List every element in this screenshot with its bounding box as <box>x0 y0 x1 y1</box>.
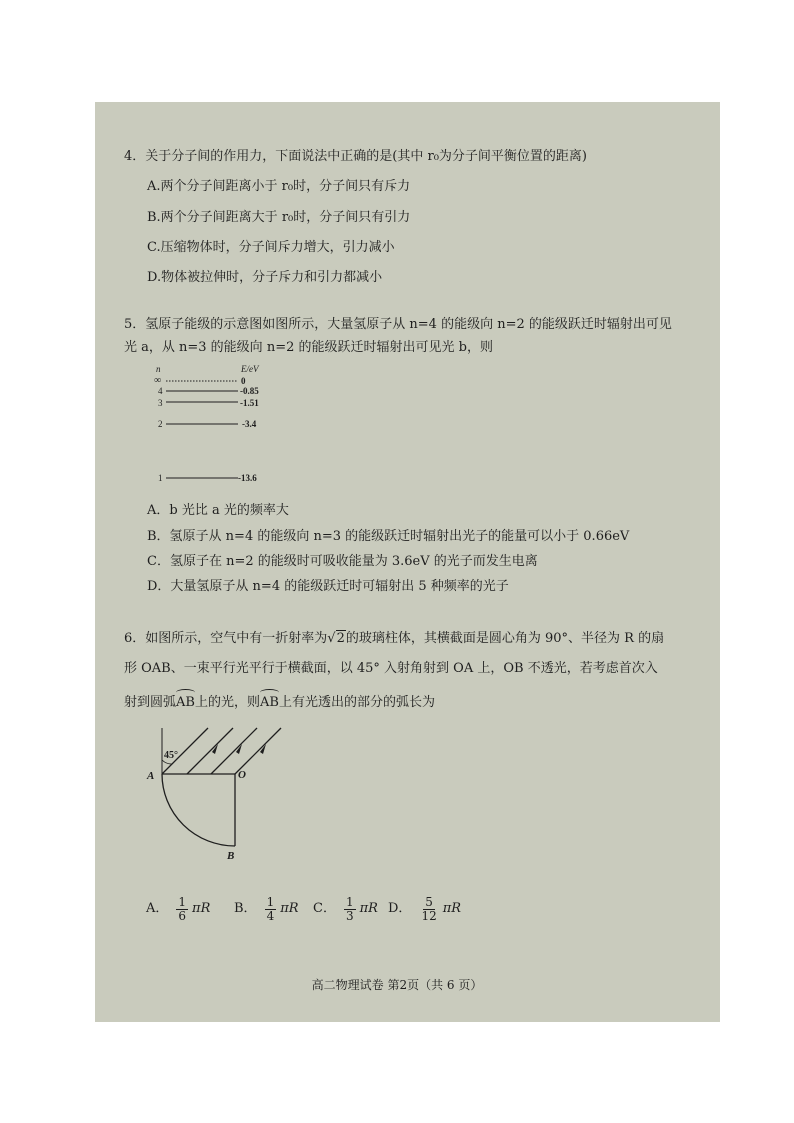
incident-ray <box>211 728 257 774</box>
point-b-label: B <box>227 850 235 862</box>
q6-line1-b: 的玻璃柱体，其横截面是圆心角为 90°、半径为 R 的扇 <box>345 631 665 646</box>
q4-option-b: B.两个分子间距离大于 r₀时，分子间只有引力 <box>147 210 411 225</box>
choice-label: C． <box>313 901 336 916</box>
pi-r: πR <box>359 901 378 916</box>
q5-option-d: D．大量氢原子从 n=4 的能级跃迁时可辐射出 5 种频率的光子 <box>147 579 509 594</box>
page-footer: 高二物理试卷 第2页（共 6 页） <box>311 978 483 992</box>
q6-choice-c <box>313 894 378 924</box>
pi-r: πR <box>442 901 462 916</box>
q4-option-c: C.压缩物体时，分子间斥力增大，引力减小 <box>147 240 395 255</box>
q6-line1 <box>124 630 664 648</box>
fraction <box>265 896 277 923</box>
level-e-2: -3.4 <box>242 419 257 429</box>
q5-stem-line1: 5．氢原子能级的示意图如图所示，大量氢原子从 n=4 的能级向 n=2 的能级跃迁时辐射出可见 <box>124 317 672 332</box>
arc-ab-label-2: AB <box>260 692 279 712</box>
q6-choice-b <box>234 894 299 924</box>
pi-r: πR <box>192 901 211 916</box>
level-e-4: -0.85 <box>240 386 259 396</box>
q4-option-a: A.两个分子间距离小于 r₀时，分子间只有斥力 <box>147 179 411 194</box>
sector-diagram <box>140 718 300 868</box>
denominator: 3 <box>345 908 354 923</box>
numerator: 1 <box>345 894 354 909</box>
q6-line3-c: 上有光透出的部分的弧长为 <box>278 695 435 710</box>
fraction <box>344 896 356 923</box>
point-o-label: O <box>238 769 246 781</box>
level-e-1: -13.6 <box>238 473 257 483</box>
sqrt-radicand: 2 <box>336 631 345 646</box>
choice-label: B． <box>234 901 257 916</box>
energy-level-diagram <box>150 362 280 487</box>
choice-label: D． <box>388 901 412 916</box>
choice-label: A． <box>146 901 169 916</box>
angle-label: 45° <box>164 750 178 761</box>
level-n-inf: ∞ <box>154 375 162 386</box>
incident-ray <box>187 728 233 774</box>
q6-line1-a: 6．如图所示，空气中有一折射率为 <box>124 631 328 646</box>
incident-ray <box>235 728 281 774</box>
denominator: 6 <box>178 908 187 923</box>
level-n-1: 1 <box>158 473 163 483</box>
q6-choice-a <box>146 894 210 924</box>
level-n-2: 2 <box>158 419 163 429</box>
q6-line3-b: 上的光，则 <box>194 695 260 710</box>
q4-option-d: D.物体被拉伸时，分子斥力和引力都减小 <box>147 270 383 285</box>
level-n-4: 4 <box>158 386 163 396</box>
denominator: 4 <box>266 908 275 923</box>
q6-choice-d <box>388 894 461 924</box>
q5-option-b: B．氢原子从 n=4 的能级向 n=3 的能级跃迁时辐射出光子的能量可以小于 0.66eV <box>147 529 630 544</box>
fraction <box>419 896 438 923</box>
level-e-inf: 0 <box>241 376 246 386</box>
numerator: 1 <box>266 894 275 909</box>
numerator: 1 <box>178 894 187 909</box>
energy-axis-label: E/eV <box>241 364 259 374</box>
arc-ab-label-1: AB <box>176 692 195 712</box>
q5-option-a: A．b 光比 a 光的频率大 <box>147 503 289 518</box>
arc-ab <box>162 774 235 846</box>
pi-r: πR <box>280 901 299 916</box>
point-a-label: A <box>147 770 155 782</box>
q4-stem: 4．关于分子间的作用力，下面说法中正确的是(其中 r₀为分子间平衡位置的距离) <box>124 149 587 164</box>
q6-line3 <box>124 692 435 712</box>
level-e-3: -1.51 <box>240 398 259 408</box>
q5-stem-line2: 光 a，从 n=3 的能级向 n=2 的能级跃迁时辐射出可见光 b，则 <box>124 340 493 355</box>
q5-option-c: C．氢原子在 n=2 的能级时可吸收能量为 3.6eV 的光子而发生电离 <box>147 554 538 569</box>
fraction <box>176 896 188 923</box>
level-n-3: 3 <box>158 398 163 408</box>
n-axis-label: n <box>156 364 161 374</box>
sqrt-expression: √2 <box>327 631 345 646</box>
q6-line3-a: 射到圆弧 <box>124 695 177 710</box>
numerator: 5 <box>425 894 433 909</box>
q6-line2: 形 OAB、一束平行光平行于横截面，以 45° 入射角射到 OA 上，OB 不透光，若考虑首次入 <box>124 661 658 676</box>
denominator: 12 <box>421 908 437 923</box>
